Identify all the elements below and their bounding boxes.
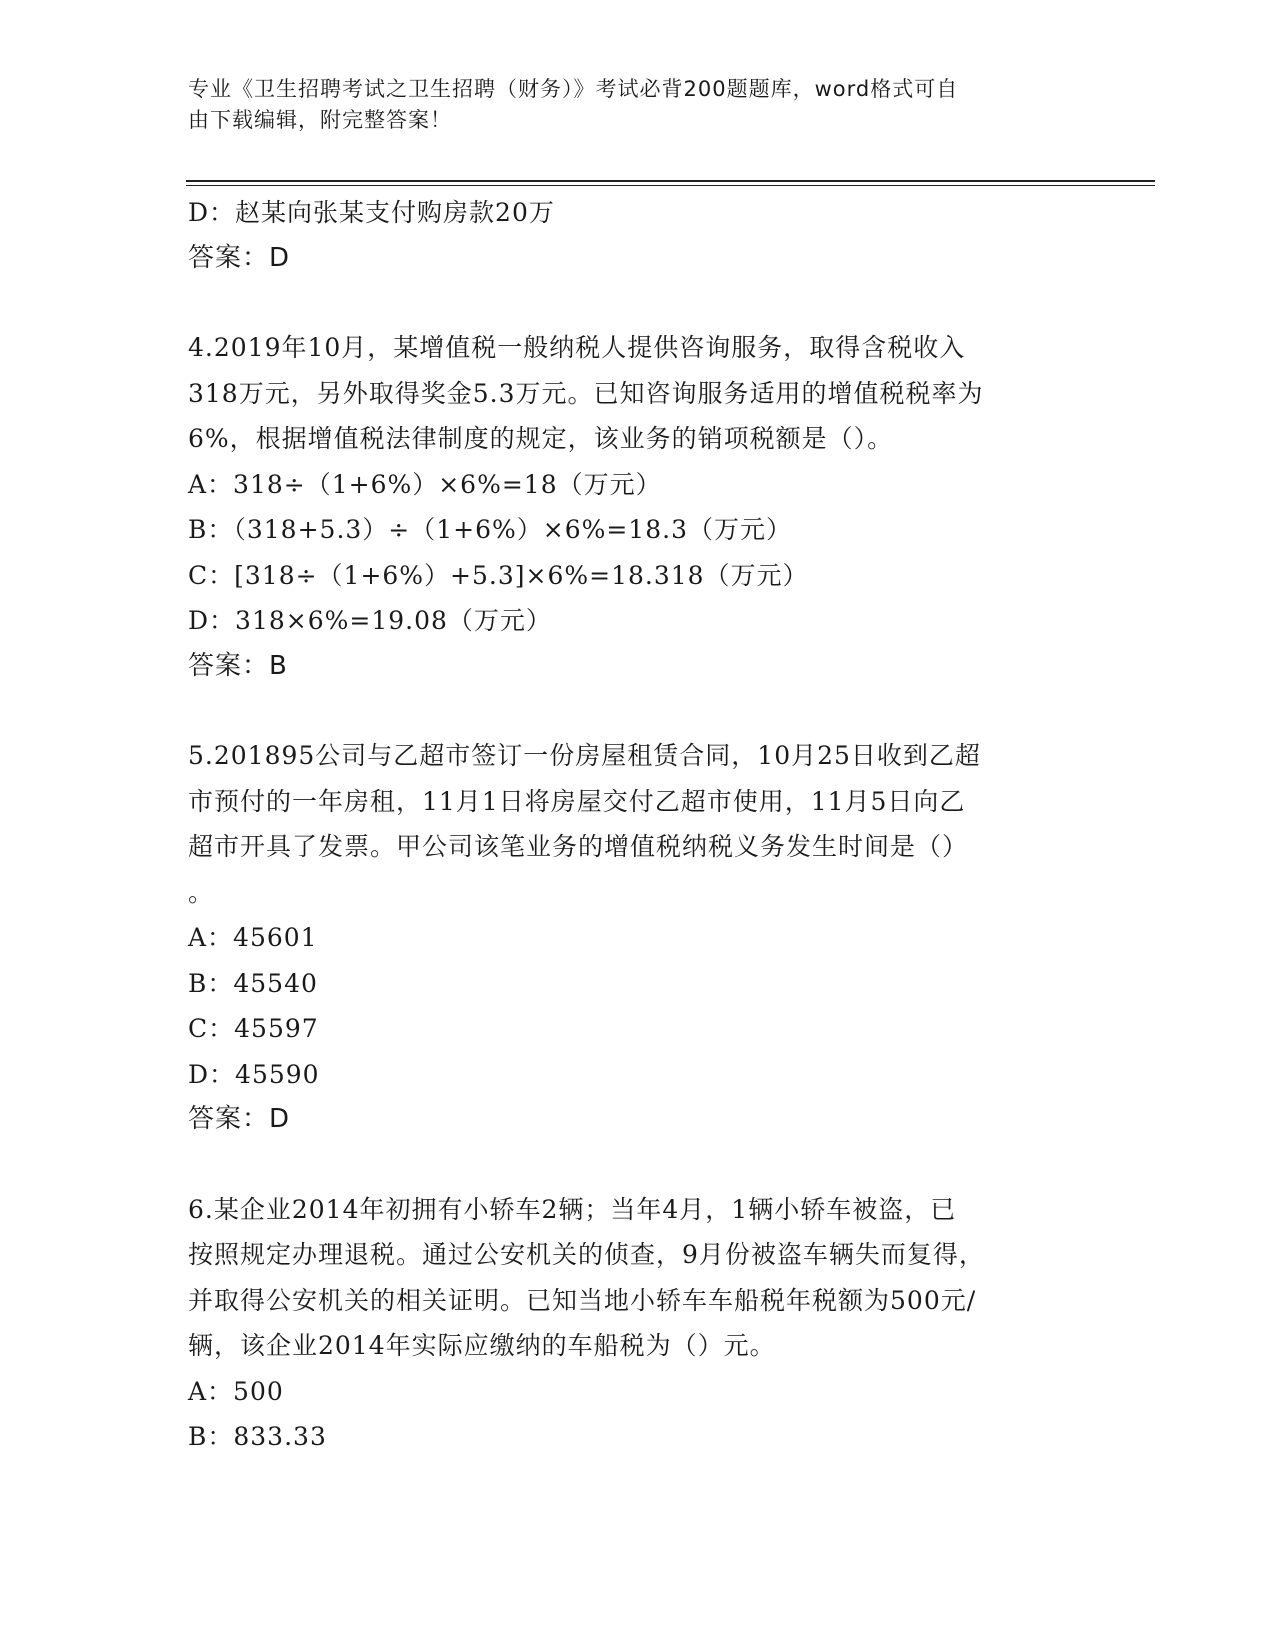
question-stem-line: 6.某企业2014年初拥有小轿车2辆；当年4月，1辆小轿车被盗，已 [188, 1194, 957, 1224]
document-header [188, 74, 1068, 136]
option-d: D：45590 [188, 1059, 320, 1089]
spacer [188, 281, 1088, 325]
option-d: D：318×6%=19.08（万元） [188, 606, 552, 635]
answer-label: 答案：D [188, 242, 291, 273]
option-a: A：45601 [188, 923, 318, 952]
header-line-1: 专业《卫生招聘考试之卫生招聘（财务）》考试必背200题题库，word格式可自 [188, 77, 959, 101]
question-stem-line: 市预付的一年房租，11月1日将房屋交付乙超市使用，11月5日向乙 [188, 786, 966, 816]
header-line-2: 由下载编辑，附完整答案！ [188, 108, 452, 132]
spacer [188, 689, 1088, 733]
question-stem-line: 5.201895公司与乙超市签订一份房屋租赁合同，10月25日收到乙超 [188, 741, 981, 770]
question-stem-line: 并取得公安机关的相关证明。已知当地小轿车车船税年税额为500元/ [188, 1285, 977, 1315]
question-stem-line: 。 [188, 877, 215, 907]
answer-label: 答案：D [188, 1104, 291, 1134]
document-body [188, 190, 1088, 1460]
option-b: B：45540 [188, 968, 318, 998]
header-divider-thick [186, 180, 1155, 182]
option-a: A：500 [188, 1376, 284, 1406]
question-stem-line: 6%，根据增值税法律制度的规定，该业务的销项税额是（）。 [188, 424, 894, 453]
option-b: B：（318+5.3）÷（1+6%）×6%=18.3（万元） [188, 515, 792, 544]
option-c: C：[318÷（1+6%）+5.3]×6%=18.318（万元） [188, 560, 809, 590]
question-4 [188, 325, 1088, 689]
question-3-tail [188, 190, 1088, 281]
question-6 [188, 1187, 1088, 1460]
question-stem-line: 辆，该企业2014年实际应缴纳的车船税为（）元。 [188, 1331, 776, 1360]
question-stem-line: 超市开具了发票。甲公司该笔业务的增值税纳税义务发生时间是（） [188, 832, 969, 861]
question-5 [188, 733, 1088, 1143]
option-c: C：45597 [188, 1014, 319, 1043]
question-stem-line: 4.2019年10月，某增值税一般纳税人提供咨询服务，取得含税收入 [188, 333, 966, 362]
question-stem-line: 按照规定办理退税。通过公安机关的侦查，9月份被盗车辆失而复得， [188, 1240, 985, 1269]
spacer [188, 1143, 1088, 1187]
header-divider-thin [186, 185, 1155, 186]
question-stem-line: 318万元，另外取得奖金5.3万元。已知咨询服务适用的增值税税率为 [188, 378, 984, 408]
option-a: A：318÷（1+6%）×6%=18（万元） [188, 469, 662, 499]
option-b: B：833.33 [188, 1422, 327, 1451]
answer-label: 答案：B [188, 650, 288, 681]
option-d: D：赵某向张某支付购房款20万 [188, 198, 555, 227]
